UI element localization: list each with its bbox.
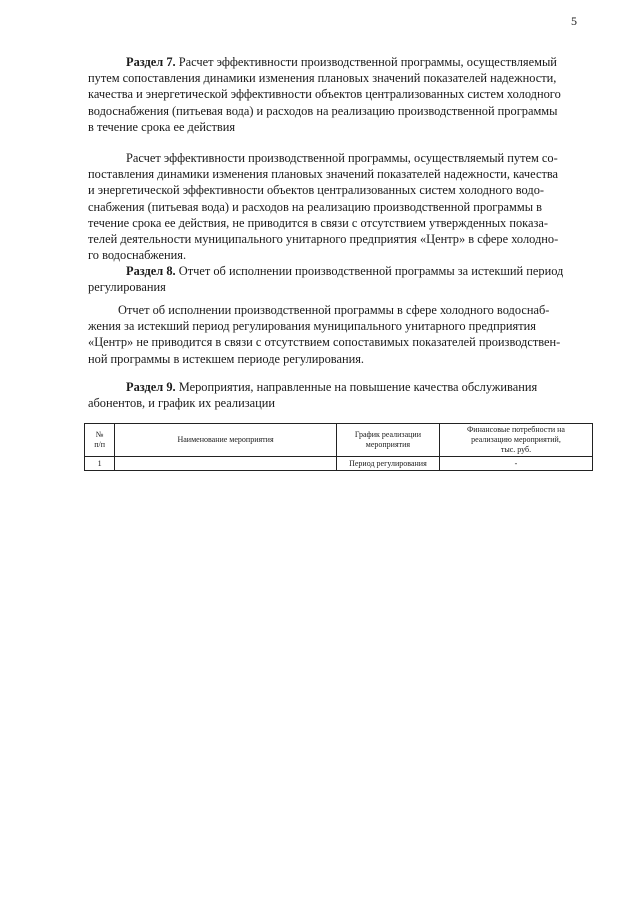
col-header-text: мероприятия [365,440,411,449]
col-header-number [85,424,115,457]
col-header-financial-needs [439,424,592,457]
section-7-label: Раздел 7. [126,55,176,69]
col-header-measure-name [115,424,337,457]
section-8-heading-line: регулирования [88,280,166,295]
col-header-text: График реализации [354,430,421,439]
section-7-heading-line: Расчет эффективности производственной программы, осуществляемый [178,55,557,69]
section-7-body-line: снабжения (питьевая вода) и расходов на реализацию производственной программы в [88,199,543,214]
section-8-label: Раздел 8. [126,264,176,278]
section-8-body [88,302,584,367]
col-header-text: № [95,430,104,439]
col-header-text: тыс. руб. [500,445,532,454]
col-header-text: реализацию мероприятий, [471,435,561,444]
section-7-heading-line: водоснабжения (питьевая вода) и расходов на реализацию производственной программы [88,103,558,118]
col-header-text: п/п [94,440,105,449]
section-7-body-line: течение срока ее действия, не приводится в связи с отсутствием утвержденных показа- [88,215,549,230]
section-8-heading [88,263,584,295]
section-8-heading-line: Отчет об исполнении производственной программы за истекший период [178,264,564,278]
section-9-label: Раздел 9. [126,380,176,394]
section-7-body-line: Расчет эффективности производственной программы, осуществляемый путем со- [126,151,558,165]
cell-financial-needs: - [439,457,592,471]
section-8-body-line: Отчет об исполнении производственной программы в сфере холодного водоснаб- [118,303,550,317]
col-header-text: Наименование мероприятия [177,435,274,444]
section-9-heading [88,379,584,411]
section-7-body [88,150,584,263]
col-header-text: Финансовые потребности на [466,425,565,434]
page-number: 5 [571,14,577,28]
section-7-body-line: поставления динамики изменения плановых значений показателей надежности, качества [88,167,559,182]
cell-schedule: Период регулирования [336,457,439,471]
section-8-body-line: жения за истекший период регулирования муниципального унитарного предприятия [88,319,536,334]
section-7-heading [88,54,584,135]
section-7-heading-line: путем сопоставления динамики изменения плановых значений показателей надежности, [88,71,557,86]
section-7-heading-line: качества и энергетической эффективности объектов централизованных систем холодного [88,87,561,102]
section-7-body-line: телей деятельности муниципального унитарного предприятия «Центр» в сфере холодно- [88,232,559,247]
cell-number: 1 [85,457,115,471]
section-8-body-line: ной программы в истекшем периоде регулирования. [88,351,365,366]
section-9-heading-line: абонентов, и график их реализации [88,396,276,411]
cell-measure-name [115,457,337,471]
section-9-heading-line: Мероприятия, направленные на повышение качества обслуживания [178,380,538,394]
section-8-body-line: «Центр» не приводится в связи с отсутствием сопоставимых показателей производствен- [88,335,561,350]
measures-table [84,423,593,471]
section-7-heading-line: в течение срока ее действия [88,119,236,134]
section-7-body-line: го водоснабжения. [88,248,187,263]
table-row [85,457,593,471]
table-header-row [85,424,593,457]
section-7-body-line: и энергетической эффективности объектов централизованных систем холодного водо- [88,183,545,198]
col-header-schedule [336,424,439,457]
